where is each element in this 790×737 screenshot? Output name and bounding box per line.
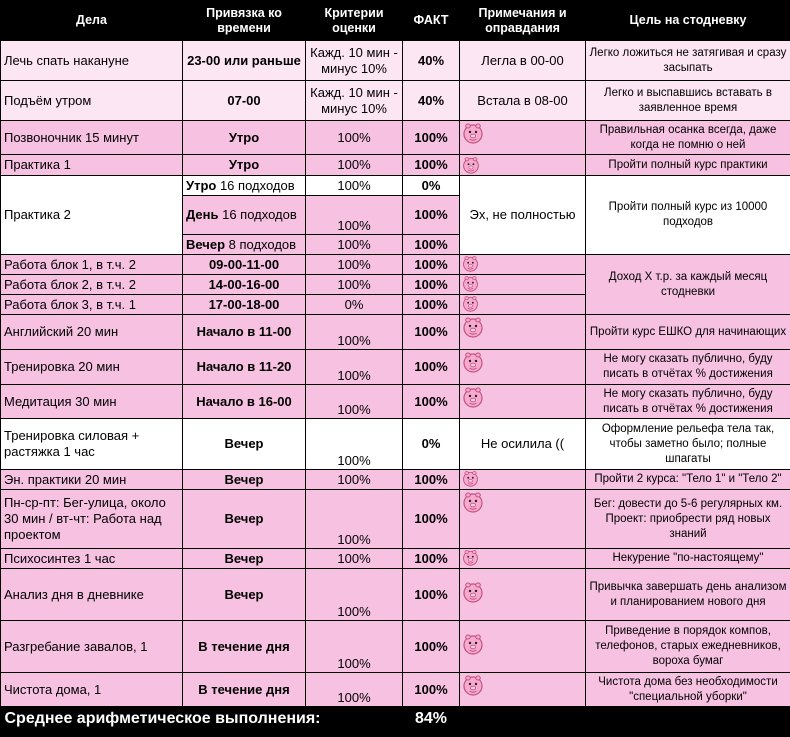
time-cell: 17-00-18-00: [183, 295, 306, 315]
pink-pig-smiley-icon: [462, 470, 479, 487]
pink-pig-smiley-icon: [462, 255, 479, 272]
fact-cell: 100%: [403, 155, 460, 176]
table-row: [1, 41, 790, 81]
criteria-cell: Кажд. 10 мин - минус 10%: [306, 81, 403, 121]
criteria-cell: 100%: [306, 255, 403, 275]
table-row: [1, 470, 790, 490]
fact-cell: 100%: [403, 315, 460, 350]
fact-cell: 100%: [403, 255, 460, 275]
fact-cell: 100%: [403, 549, 460, 569]
fact-cell: 100%: [403, 235, 460, 255]
table-row: [1, 673, 790, 707]
time-cell: Вечер: [183, 470, 306, 490]
sub-time-cell: [183, 176, 306, 196]
time-cell: Вечер: [183, 549, 306, 569]
goal-cell: Бег: довести до 5-6 регулярных км. Проект: приобрести ряд новых знаний: [586, 490, 790, 549]
fact-cell: 100%: [403, 569, 460, 621]
time-cell: Вечер: [183, 419, 306, 470]
fact-cell: 100%: [403, 385, 460, 419]
goal-cell: Не могу сказать публично, буду писать в отчётах % достижения: [586, 350, 790, 385]
table-row: [1, 350, 790, 385]
note-cell: [460, 673, 586, 707]
footer-row: [1, 707, 790, 731]
criteria-cell: 100%: [306, 470, 403, 490]
note-cell: [460, 569, 586, 621]
goal-cell: Легко и выспавшись вставать в заявленное время: [586, 81, 790, 121]
note-cell: [460, 350, 586, 385]
note-cell: [460, 275, 586, 295]
fact-cell: 100%: [403, 275, 460, 295]
time-cell: Вечер: [183, 490, 306, 549]
fact-cell: 40%: [403, 41, 460, 81]
criteria-cell: 100%: [306, 621, 403, 673]
goal-cell: Некурение "по-настоящему": [586, 549, 790, 569]
task-cell: Работа блок 1, в т.ч. 2: [1, 255, 183, 275]
note-cell: [460, 295, 586, 315]
pink-pig-smiley-icon: [462, 275, 479, 292]
criteria-cell: 100%: [306, 673, 403, 707]
table-row: [1, 176, 790, 196]
task-cell: Позвоночник 15 минут: [1, 121, 183, 155]
time-cell: Утро: [183, 121, 306, 155]
table-row: [1, 621, 790, 673]
goal-cell: Оформление рельефа тела так, чтобы заметно было; полные шпагаты: [586, 419, 790, 470]
fact-cell: 100%: [403, 121, 460, 155]
criteria-cell: 100%: [306, 121, 403, 155]
sub-time-rest: 16 подходов: [216, 177, 295, 193]
note-cell: Встала в 08-00: [460, 81, 586, 121]
fact-cell: 0%: [403, 419, 460, 470]
time-cell: Вечер: [183, 569, 306, 621]
criteria-cell: 100%: [306, 385, 403, 419]
task-cell: Английский 20 мин: [1, 315, 183, 350]
note-cell: Не осилила ((: [460, 419, 586, 470]
criteria-cell: 100%: [306, 235, 403, 255]
header-fact: ФАКТ: [403, 1, 460, 41]
sub-time-rest: 8 подходов: [225, 236, 297, 252]
goal-cell: Приведение в порядок компов, телефонов, старых ежедневников, вороха бумаг: [586, 621, 790, 673]
note-cell: [460, 549, 586, 569]
note-cell: Легла в 00-00: [460, 41, 586, 81]
criteria-cell: 100%: [306, 419, 403, 470]
header-row: [1, 1, 790, 41]
task-cell: Практика 1: [1, 155, 183, 176]
goal-cell: Не могу сказать публично, буду писать в отчётах % достижения: [586, 385, 790, 419]
header-time: Привязка ко времени: [183, 1, 306, 41]
fact-cell: 40%: [403, 81, 460, 121]
pink-pig-smiley-icon: [462, 351, 484, 373]
time-cell: Начало в 11-20: [183, 350, 306, 385]
note-cell: [460, 470, 586, 490]
task-cell: Подъём утром: [1, 81, 183, 121]
fact-cell: 100%: [403, 295, 460, 315]
criteria-cell: 100%: [306, 155, 403, 176]
note-cell: [460, 490, 586, 549]
time-cell: В течение дня: [183, 673, 306, 707]
average-value: 84%: [403, 707, 460, 731]
task-cell: Работа блок 3, в т.ч. 1: [1, 295, 183, 315]
goal-cell: Легко ложиться не затягивая и сразу засыпать: [586, 41, 790, 81]
time-cell: 14-00-16-00: [183, 275, 306, 295]
fact-cell: 100%: [403, 196, 460, 235]
fact-cell: 100%: [403, 470, 460, 490]
note-cell: [460, 315, 586, 350]
fact-cell: 0%: [403, 176, 460, 196]
goal-cell: Чистота дома без необходимости "специальной уборки": [586, 673, 790, 707]
criteria-cell: 100%: [306, 196, 403, 235]
average-label: Среднее арифметическое выполнения:: [1, 707, 403, 731]
goal-cell: Пройти 2 курса: "Тело 1" и "Тело 2": [586, 470, 790, 490]
header-notes: Примечания и оправдания: [460, 1, 586, 41]
pink-pig-smiley-icon: [462, 295, 479, 312]
goal-cell: Правильная осанка всегда, даже когда не помню о ней: [586, 121, 790, 155]
sub-time-bold: День: [186, 207, 219, 222]
task-cell: Тренировка силовая + растяжка 1 час: [1, 419, 183, 470]
pink-pig-smiley-icon: [462, 156, 480, 174]
note-cell: [460, 385, 586, 419]
task-cell: Работа блок 2, в т.ч. 2: [1, 275, 183, 295]
fact-cell: 100%: [403, 621, 460, 673]
pink-pig-smiley-icon: [462, 581, 484, 603]
task-cell: Психосинтез 1 час: [1, 549, 183, 569]
table-row: [1, 385, 790, 419]
header-tasks: Дела: [1, 1, 183, 41]
table-row: [1, 121, 790, 155]
criteria-cell: 100%: [306, 176, 403, 196]
goal-cell: Доход Х т.р. за каждый месяц стодневки: [586, 255, 790, 315]
goal-cell: Пройти полный курс из 10000 подходов: [586, 176, 790, 255]
time-cell: 07-00: [183, 81, 306, 121]
pink-pig-smiley-icon: [462, 491, 484, 513]
header-criteria: Критерии оценки: [306, 1, 403, 41]
note-cell: [460, 155, 586, 176]
table-row: [1, 419, 790, 470]
pink-pig-smiley-icon: [462, 549, 479, 566]
task-cell: Разгребание завалов, 1: [1, 621, 183, 673]
fact-cell: 100%: [403, 350, 460, 385]
table-row: [1, 81, 790, 121]
goal-cell: Пройти полный курс практики: [586, 155, 790, 176]
pink-pig-smiley-icon: [462, 122, 484, 144]
task-cell: Эн. практики 20 мин: [1, 470, 183, 490]
pink-pig-smiley-icon: [462, 386, 484, 408]
criteria-cell: 100%: [306, 315, 403, 350]
criteria-cell: 100%: [306, 549, 403, 569]
criteria-cell: 0%: [306, 295, 403, 315]
task-cell: Лечь спать накануне: [1, 41, 183, 81]
pink-pig-smiley-icon: [462, 674, 484, 696]
sub-time-cell: [183, 196, 306, 235]
pink-pig-smiley-icon: [462, 316, 484, 338]
footer-spacer: [460, 707, 790, 731]
task-cell: Тренировка 20 мин: [1, 350, 183, 385]
time-cell: В течение дня: [183, 621, 306, 673]
table-row: [1, 155, 790, 176]
task-cell: Пн-ср-пт: Бег-улица, около 30 мин / вт-чт: Работа над проектом: [1, 490, 183, 549]
sub-time-cell: [183, 235, 306, 255]
fact-cell: 100%: [403, 490, 460, 549]
criteria-cell: Кажд. 10 мин - минус 10%: [306, 41, 403, 81]
note-cell: Эх, не полностью: [460, 176, 586, 255]
note-cell: [460, 121, 586, 155]
goal-cell: Привычка завершать день анализом и планированием нового дня: [586, 569, 790, 621]
criteria-cell: 100%: [306, 350, 403, 385]
task-cell: Анализ дня в дневнике: [1, 569, 183, 621]
time-cell: 09-00-11-00: [183, 255, 306, 275]
time-cell: Утро: [183, 155, 306, 176]
table-row: [1, 315, 790, 350]
task-cell: Чистота дома, 1: [1, 673, 183, 707]
time-cell: Начало в 16-00: [183, 385, 306, 419]
fact-cell: 100%: [403, 673, 460, 707]
sub-time-rest: 16 подходов: [218, 207, 297, 222]
task-cell: Медитация 30 мин: [1, 385, 183, 419]
task-cell: Практика 2: [1, 176, 183, 255]
time-cell: 23-00 или раньше: [183, 41, 306, 81]
sub-time-bold: Утро: [186, 177, 217, 193]
time-cell: Начало в 11-00: [183, 315, 306, 350]
sub-time-bold: Вечер: [186, 236, 226, 252]
criteria-cell: 100%: [306, 275, 403, 295]
criteria-cell: 100%: [306, 569, 403, 621]
table-row: [1, 255, 790, 275]
criteria-cell: 100%: [306, 490, 403, 549]
header-goal: Цель на стодневку: [586, 1, 790, 41]
table-row: [1, 549, 790, 569]
note-cell: [460, 255, 586, 275]
note-cell: [460, 621, 586, 673]
table-row: [1, 569, 790, 621]
goal-cell: Пройти курс ЕШКО для начинающих: [586, 315, 790, 350]
pink-pig-smiley-icon: [462, 633, 484, 655]
table-row: [1, 490, 790, 549]
